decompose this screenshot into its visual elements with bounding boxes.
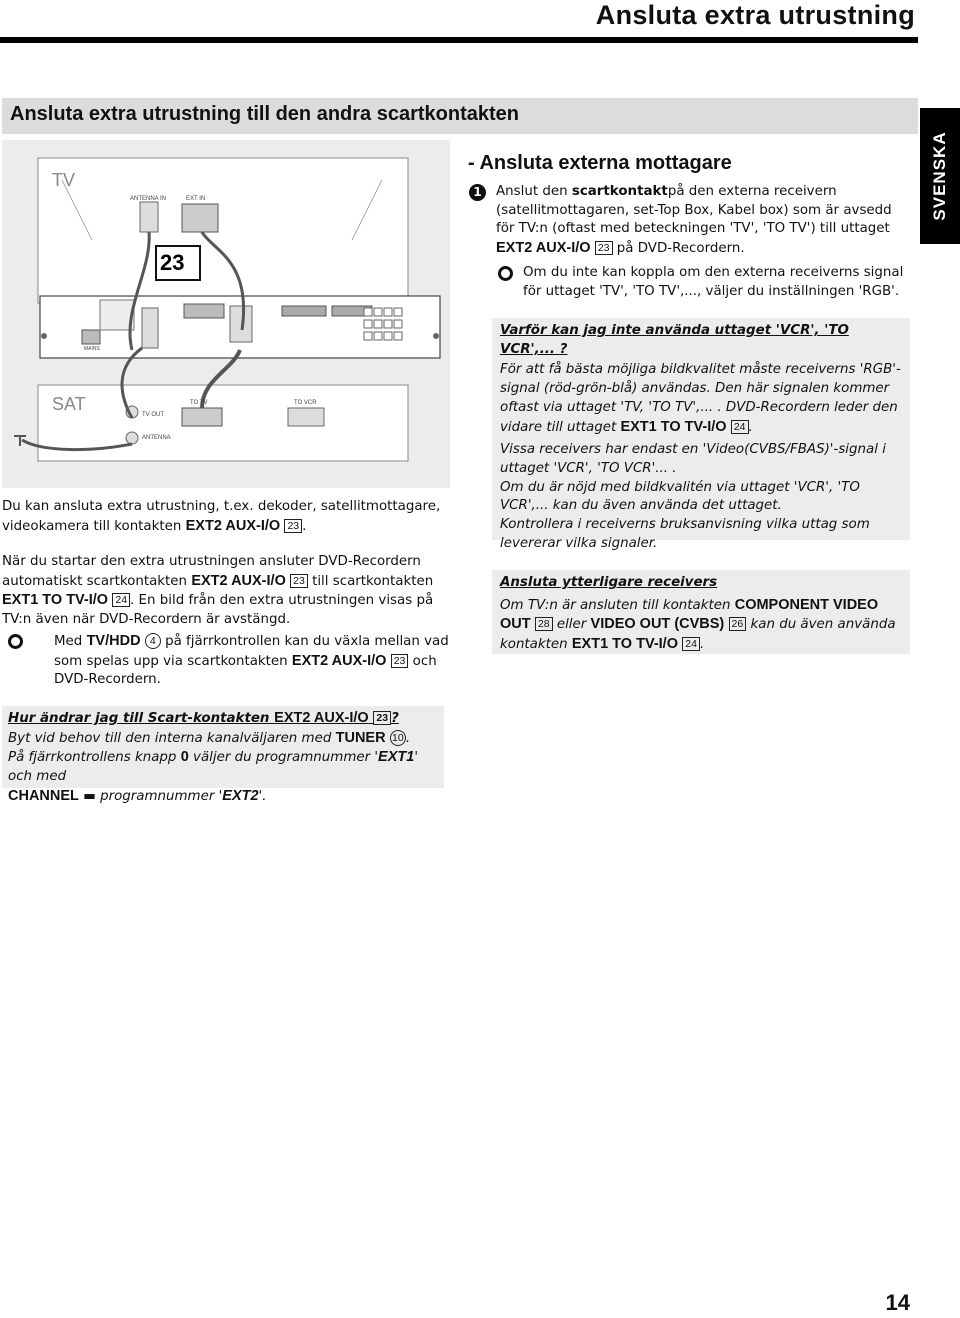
mains-label: MAINS xyxy=(84,346,100,352)
tv-out-label: TV OUT xyxy=(142,412,164,418)
how-to-line2: På fjärrkontrollens knapp 0 väljer du programnummer 'EXT1' och med xyxy=(8,749,418,785)
why-note-p2: Vissa receivers har endast en 'Video(CVBS/FBAS)'-signal i uttaget 'VCR', 'TO VCR'... . xyxy=(500,442,886,476)
callout-number: 23 xyxy=(160,250,185,275)
page-number: 14 xyxy=(885,1290,910,1315)
auto-switch-paragraph: När du startar den extra utrustningen ansluter DVD-Recordern automatiskt scartkontakten EXT2 AUX-I/O 23 till scartkontakten EXT1 TO TV-I/O 24 . En bild från den extra utrustningen visas på TV:n även när DVD-Recordern är avstängd. xyxy=(2,554,434,628)
minus-icon: ▬ xyxy=(83,788,96,804)
how-to-box xyxy=(2,706,444,804)
why-note-p4: Kontrollera i receiverns bruksanvisning vilka uttag som levererar vilka signaler. xyxy=(500,517,870,551)
why-note-p3: Om du är nöjd med bildkvalitén via uttaget 'VCR', 'TO VCR',... kan du även använda det uttaget. xyxy=(500,479,860,514)
tv-label: TV xyxy=(52,170,76,190)
step-text: Anslut den scartkontaktpå den externa receivern (satellitmottagaren, set-Top Box, Kabel box) som är avsedd för TV:n (oftast med beteckningen 'TV', 'TO TV') till uttaget EXT2 AUX-I/O 23 på DVD-Recordern. xyxy=(496,184,892,257)
to-tv-label: TO TV xyxy=(190,400,208,406)
language-tab xyxy=(920,108,960,244)
how-to-line3: CHANNEL ▬ programnummer 'EXT2'. xyxy=(8,787,267,804)
why-note-box xyxy=(492,318,910,551)
more-receivers-title: Ansluta ytterligare receivers xyxy=(500,575,718,590)
connection-diagram xyxy=(2,140,450,488)
how-to-line1: Byt vid behov till den interna kanalväljaren med TUNER 10 . xyxy=(8,729,411,746)
antenna-label: ANTENNA xyxy=(142,435,171,441)
to-vcr-label: TO VCR xyxy=(294,400,317,406)
how-to-title: Hur ändrar jag till Scart-kontakten EXT2 AUX-I/O 23 ? xyxy=(8,710,399,726)
section-title: Ansluta extra utrustning till den andra scartkontakten xyxy=(10,103,519,125)
sat-label: SAT xyxy=(52,394,86,414)
page-title: Ansluta extra utrustning xyxy=(595,0,915,30)
why-note-title: Varför kan jag inte använda uttaget 'VCR', 'TO VCR',... ? xyxy=(500,323,849,357)
more-receivers-box xyxy=(492,570,910,654)
antenna-in-label: ANTENNA IN xyxy=(130,196,167,202)
bullet-icon xyxy=(8,634,23,653)
why-note-p1: För att få bästa möjliga bildkvalitet måste receiverns 'RGB'-signal (röd-grön-blå) användas. Den här signalen kommer oftast via uttaget 'TV, 'TO TV',... . DVD-Recordern leder den vidare till uttaget EXT1 TO TV-I/O 24 . xyxy=(500,362,901,435)
step-number: 1 xyxy=(469,184,486,201)
more-receivers-text: Om TV:n är ansluten till kontakten COMPONENT VIDEO OUT 28 eller VIDEO OUT (CVBS) 26 kan du även använda kontakten EXT1 TO TV-I/O 24 . xyxy=(500,596,896,653)
intro-paragraph: Du kan ansluta extra utrustning, t.ex. dekoder, satellitmottagare, videokamera till kontakten EXT2 AUX-I/O 23 . xyxy=(2,499,441,534)
rgb-bullet: Om du inte kan koppla om den externa receiverns signal för uttaget 'TV', 'TO TV',..., väljer du inställningen 'RGB'. xyxy=(523,265,904,299)
receiver-heading: - Ansluta externa mottagare xyxy=(468,152,732,174)
bullet-icon xyxy=(498,266,513,285)
language-tab-label: SVENSKA xyxy=(930,131,949,221)
section-bar xyxy=(2,98,918,134)
ext-in-label: EXT IN xyxy=(186,196,206,202)
connection-diagram-svg xyxy=(2,140,450,488)
header-rule xyxy=(0,37,918,43)
tvhdd-bullet: Med TV/HDD 4 på fjärrkontrollen kan du växla mellan vad som spelas upp via scartkontakten EXT2 AUX-I/O 23 och DVD-Recordern. xyxy=(54,633,449,688)
